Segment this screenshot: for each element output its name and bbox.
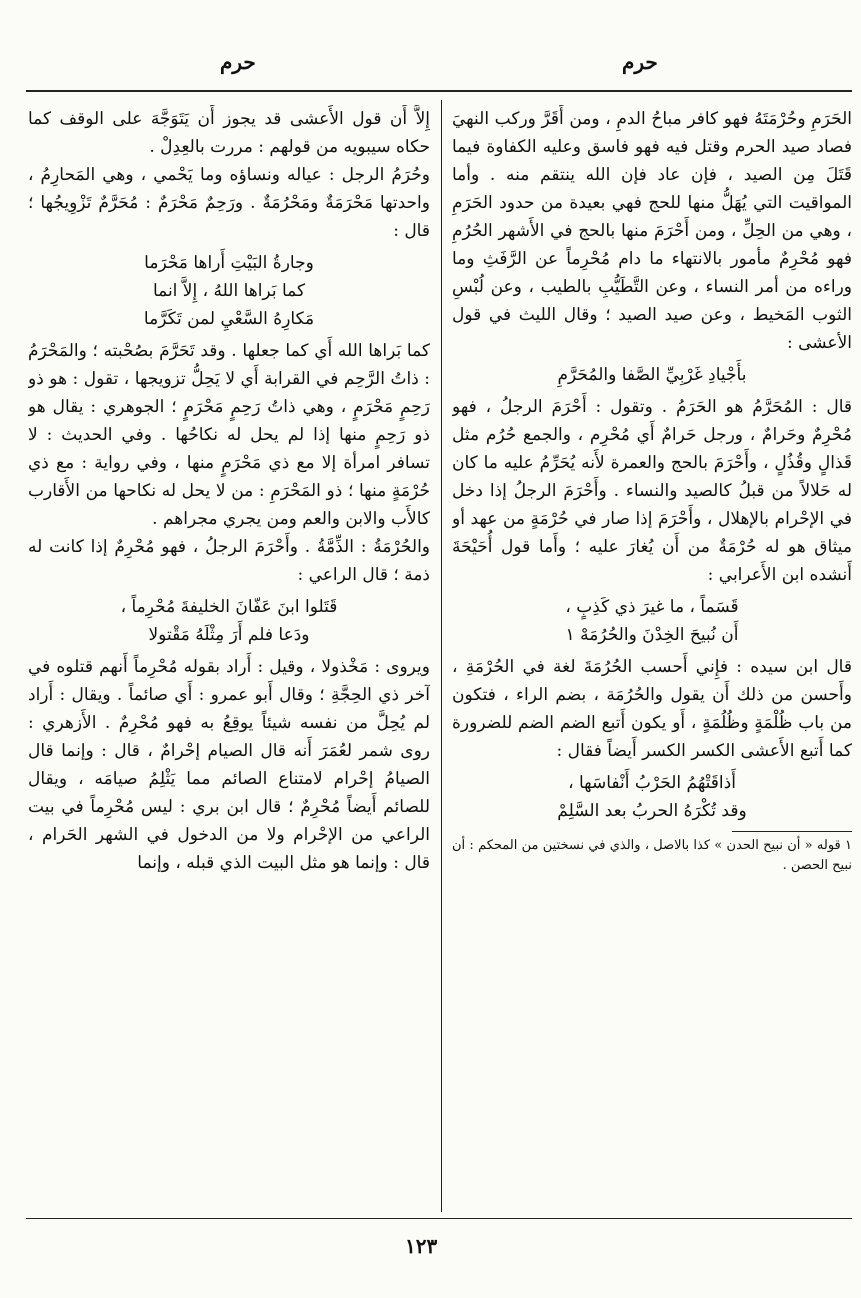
paragraph: كما بَراها الله أَي كما جعلها . وقد تَحَرَّمَ بصُحْبته ؛ والمَحْرَمُ : ذاتُ الرَّحِم في القرابة أَي لا يَحِلُّ تزويجها ، تقول : هو ذو رَحِمٍ مَحْرَمٍ ، وهي ذاتُ رَحِمٍ مَحْرَمٍ ؛ الجوهري : يقال هو ذو رَحِمٍ منها إذا لم يحل له نكاحُها . وفي الحديث : لا تسافر امرأة إلا مع ذي مَحْرَمٍ منها ، وفي رواية : مع ذي حُرْمَةٍ منها ؛ ذو المَحْرَمِ : من لا يحل له نكاحها من الأَقارب كالأَب والابن والعم ومن يجري مجراهم . (28, 341, 430, 529)
footer-rule (26, 1218, 852, 1219)
verse (28, 593, 430, 649)
column-divider (441, 100, 442, 1212)
page-number: ١٢٣ (405, 1234, 438, 1258)
verse-line: بأَجْيادِ غَرْبِيِّ الصَّفا والمُحَرَّمِ (557, 365, 747, 385)
verse-line: أَذاقَتْهُمُ الحَرْبُ أَنْفاسَها ، (568, 773, 736, 793)
paragraph: قال : المُحَرَّمُ هو الحَرَمُ . وتقول : أَحْرَمَ الرجلُ ، فهو مُحْرِمٌ وحَرامٌ ، ورجل حَرامٌ أَي مُحْرِم ، والجمع حُرُم مثل قَذالٍ وقُذُلٍ ، وأَحْرَمَ بالحج والعمرة لأَنه يُحَرِّمُ عليه ما كان له حَلالاً من قبلُ كالصيد والنساء . وأَحْرَمَ الرجلُ إذا دخل في الإحْرام بالإهلال ، وأَحْرَمَ إذا صار في حُرْمَةٍ من عهد أو ميثاق هو له حُرْمَةٌ من أَن يُغارَ عليه ؛ وأَما قول أُحَيْحَةَ أَنشده ابن الأَعرابي : (452, 397, 852, 585)
paragraph: والحُرْمَةُ : الذِّمَّةُ . وأَحْرَمَ الرجلُ ، فهو مُحْرِمٌ إذا كانت له ذمة ؛ قال الراعي : (28, 537, 430, 585)
verse-line: قَسَماً ، ما غيرَ ذي كَذِبٍ ، (565, 597, 739, 617)
verse (452, 593, 852, 649)
verse-line: مَكارِهُ السَّعْيِ لمن تَكَرَّما (143, 309, 315, 329)
verse (452, 361, 852, 389)
paragraph: وحُرَمُ الرجل : عياله ونساؤه وما يَحْمي ، وهي المَحارِمُ ، واحدتها مَحْرَمَةٌ ومَحْرُمَةٌ . ورَحِمٌ مَحْرَمٌ : مُحَرَّمٌ تَزْوِيجُها ؛ قال : (28, 165, 430, 241)
left-column (28, 105, 430, 1213)
verse-line: ودَعا فلم أَرَ مِثْلَهُ مَقْتولا (148, 625, 310, 645)
footnote: ١ قوله « أن نبيح الحدن » كذا بالاصل ، والذي في نسختين من المحكم : أن نبيح الحصن . (452, 838, 852, 873)
paragraph: الحَرَمِ وحُرْمَتَهُ فهو كافر مباحُ الدمِ ، ومن أَقَرَّ وركب النهيَ فصاد صيد الحرم وقتل فيه فهو فاسق وعليه الكفاوة فيما قَتَلَ مِن الصيد ، فإن عاد فإن الله ينتقم منه . وأما المواقيت التي يُهَلُّ منها للحج فهي بعيدة من حدود الحَرَمِ ، وهي من الحِلِّ ، ومن أَحْرَمَ منها بالحج في الأَشهر الحُرُمِ فهو مُحْرِمٌ مأمور بالانتهاء ما دام مُحْرِماً عن الرَّفَثِ وما وراءه من أمر النساء ، وعن التَّطَيُّبِ بالطيب ، وعن لُبْسِ الثوب المَخيط ، وعن صيد الصيد ؛ وقال الليث في قول الأعشى : (452, 109, 852, 353)
paragraph: ويروى : مَخْذولا ، وقيل : أَراد بقوله مُحْرِماً أَنهم قتلوه في آخر ذي الحِجَّةِ ؛ وقال أَبو عمرو : أَي صائماً . ويقال : أَراد لم يُحِلَّ من نفسه شيئاً يوقِعُ به فهو مُحْرِمٌ . الأَزهري : روى شمر لعُمَرَ أَنه قال الصيام إحْرامٌ ، قال : وإنما قال الصيامُ إحْرام لامتناع الصائم مما يَثْلِمُ صيامَه ، ويقال للصائم أَيضاً مُحْرِمٌ ؛ قال ابن بري : ليس مُحْرِماً في بيت الراعي من الإحْرام ولا من الدخول في الشهر الحَرام ، قال : وإنما هو مثل البيت الذي قبله ، وإنما (28, 657, 430, 873)
verse-line: كما بَراها اللهُ ، إِلاَّ انما (152, 281, 306, 301)
right-column (452, 105, 852, 1213)
verse (452, 769, 852, 825)
footnote-rule (732, 831, 852, 832)
paragraph: قال ابن سيده : فإِني أَحسب الحُرُمَةَ لغة في الحُرْمَةِ ، وأَحسن من ذلك أَن يقول والحُرُمَة ، بضم الراء ، فتكون من باب ظُلْمَةٍ وظُلُمَةٍ ، أَو يكون أَتبع الضم الضم للضرورة كما أَتبع الأَعشى الكسر الكسر أَيضاً فقال : (452, 657, 852, 761)
verse-line: قَتَلوا ابنَ عَفّانَ الخليفةَ مُحْرِماً ، (120, 597, 338, 617)
paragraph: إِلاَّ أَن قول الأَعشى قد يجوز أَن يَتَوَجَّهَ على الوقف كما حكاه سيبويه من قولهم : مررت بالعِدِلْ . (28, 109, 430, 157)
verse-line: أَن نُبيحَ الخِدْنَ والحُرُمَهْ ١ (565, 625, 739, 645)
header-left-word: حرم (220, 50, 256, 74)
verse-line: وجارةُ البَيْتِ أَراها مَحْرَما (144, 253, 314, 273)
header-right-word: حرم (622, 50, 658, 74)
verse-line: وقد تُكْرَهُ الحربُ بعد السَّلِمْ (557, 801, 747, 821)
verse (28, 249, 430, 333)
header-rule (26, 90, 852, 92)
